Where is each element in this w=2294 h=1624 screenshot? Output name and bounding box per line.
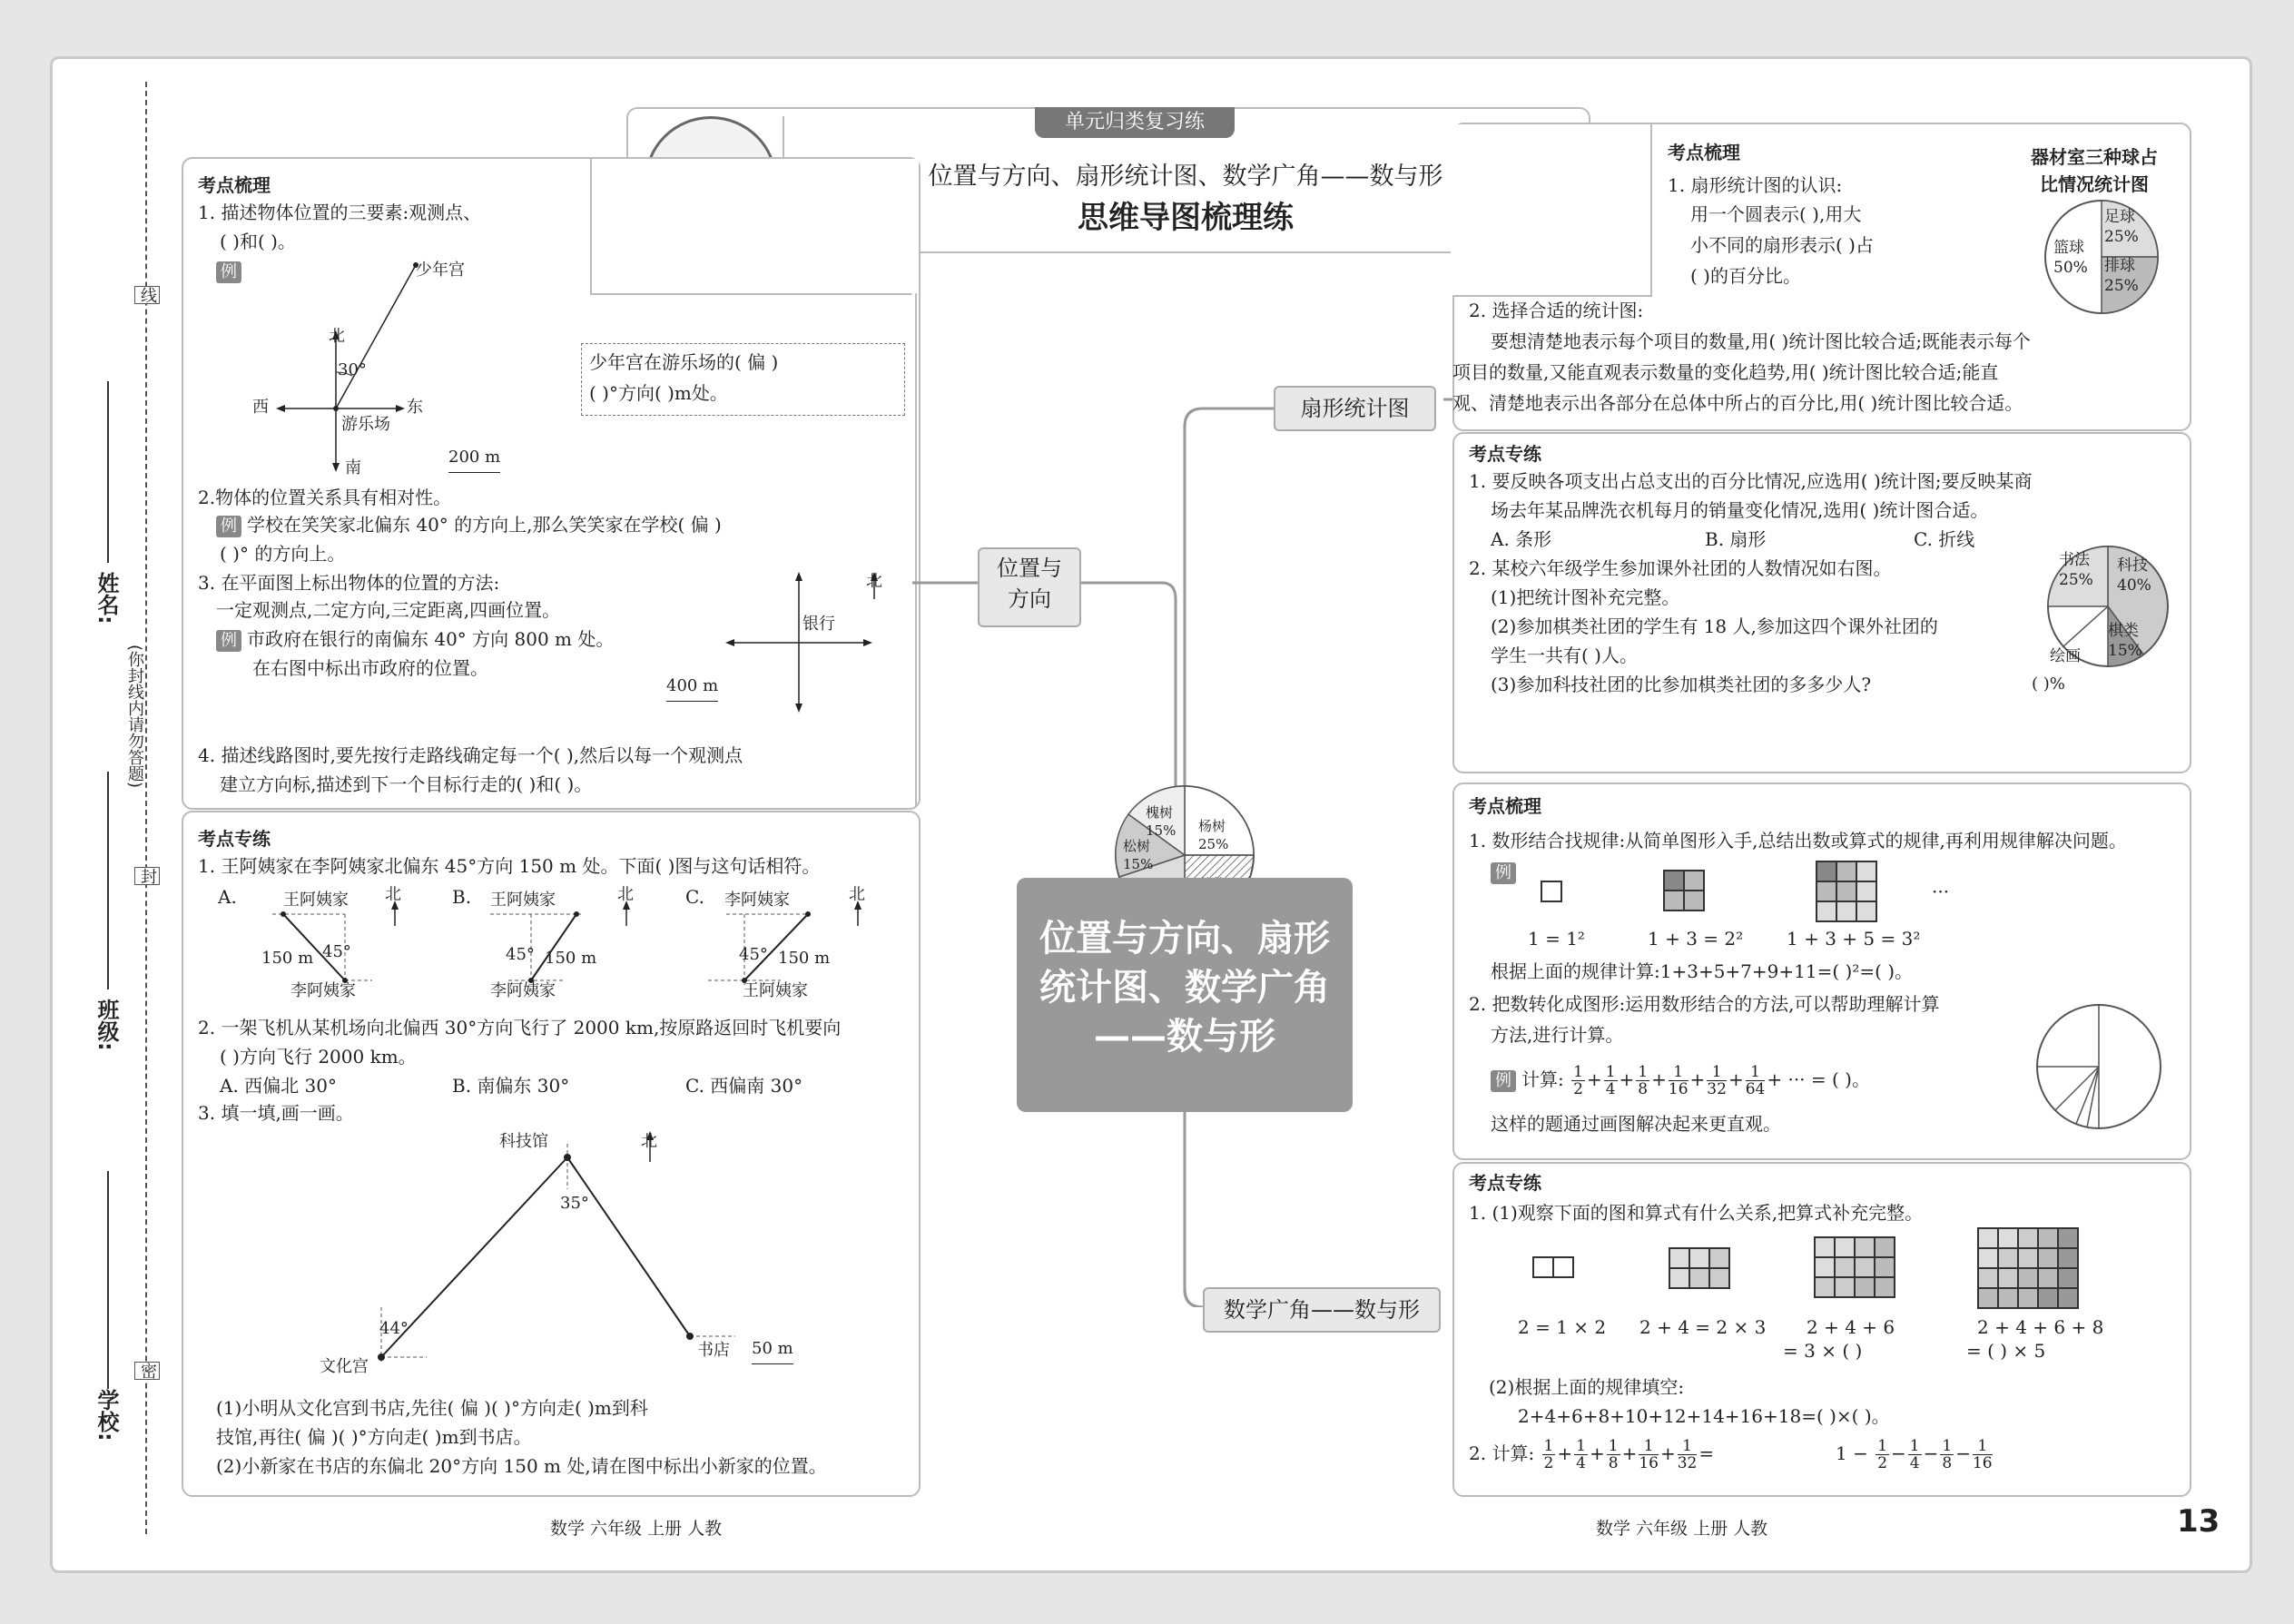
rb2-frac-1-8: $\frac{1}{8}$: [1942, 1437, 1953, 1472]
opt-c: C.: [685, 886, 704, 908]
ball-football: 足球 25%: [2104, 208, 2139, 246]
club-painting: 绘画: [2050, 647, 2081, 665]
rb2-frac-1-2: $\frac{1}{2}$: [1877, 1437, 1888, 1472]
rb-frac-1-4: $\frac{1}{4}$: [1576, 1437, 1586, 1472]
rb-e3b: = 3 × ( ): [1783, 1340, 1863, 1362]
map-scale: 200 m: [448, 443, 500, 473]
left-top-heading: 考点梳理: [198, 174, 271, 196]
left-bottom-heading: 考点专练: [198, 828, 271, 850]
eq-3: 1 + 3 + 5 = 3²: [1787, 928, 1921, 950]
frac-1-4: $\frac{1}{4}$: [1605, 1063, 1616, 1098]
pie-song: 松树 15%: [1123, 838, 1154, 872]
b-north: 北: [617, 885, 634, 904]
map-west: 西: [252, 398, 269, 417]
rm-l7: (3)参加科技社团的比参加棋类社团的多多少人?: [1491, 674, 1872, 695]
rm-opt-b: B. 扇形: [1705, 528, 1767, 550]
culture-palace: 文化宫: [320, 1357, 369, 1376]
rm-l2: 场去年某品牌洗衣机每月的销量变化情况,选用( )统计图合适。: [1491, 499, 1989, 521]
rb-frac-1-2: $\frac{1}{2}$: [1543, 1437, 1554, 1472]
lt-l2: ( )和( )。: [220, 231, 296, 252]
lb-q3a: (1)小明从文化宫到书店,先往( 偏 )( )°方向走( )m到科: [216, 1397, 648, 1419]
calc-label: 计算:: [1521, 1068, 1564, 1090]
rb-l3: 2+4+6+8+10+12+14+16+18=( )×( )。: [1518, 1405, 1890, 1427]
dots: ···: [1932, 881, 1950, 902]
route-map: [354, 1126, 735, 1389]
angle-35: 35°: [560, 1194, 589, 1213]
fill-line-1: 少年宫在游乐场的( 偏 ): [589, 351, 779, 373]
rb-l4: 2. 计算:: [1469, 1442, 1535, 1464]
lt-l11: 建立方向标,描述到下一个目标行走的( )和( )。: [220, 773, 593, 795]
youth-palace-label: 少年宫: [416, 261, 465, 280]
school-line: [107, 1171, 109, 1389]
map-east: 东: [407, 398, 423, 417]
lb-q3: 3. 填一填,画一画。: [198, 1102, 354, 1124]
rb-eq-tail: =: [1698, 1442, 1715, 1464]
club-science: 科技 40%: [2117, 556, 2151, 595]
class-label: 班级:: [94, 999, 119, 1051]
rb-e3a: 2 + 4 + 6: [1807, 1316, 1895, 1338]
rt-notch: [1451, 124, 1650, 297]
rb-frac-1-32: $\frac{1}{32}$: [1677, 1437, 1698, 1472]
square-2x2: [1663, 870, 1705, 911]
c-li: 李阿姨家: [724, 891, 790, 910]
rt-notch-v: [1650, 123, 1652, 297]
lt-l5: ( )° 的方向上。: [220, 543, 346, 565]
c-deg: 45°: [739, 945, 768, 964]
rect-3x4: [1814, 1236, 1895, 1298]
school-label: 学校:: [94, 1389, 119, 1442]
fraction-circle: [2031, 999, 2167, 1135]
route-north: 北: [641, 1132, 657, 1151]
rt-l2: 用一个圆表示( ),用大: [1690, 203, 1862, 225]
center-title-box: [1017, 878, 1353, 1112]
example-tag-5: 例: [1491, 1070, 1516, 1092]
lt-l10: 4. 描述线路图时,要先按行走路线确定每一个( ),然后以每一个观测点: [198, 744, 743, 766]
rect-1x2: [1532, 1256, 1574, 1278]
map-park: 游乐场: [341, 415, 390, 434]
calc-tail: + ··· = ( )。: [1767, 1068, 1870, 1090]
opt-b: B.: [452, 886, 472, 908]
rm-l3: 2. 某校六年级学生参加课外社团的人数情况如右图。: [1469, 557, 1892, 579]
pie-huai: 槐树 15%: [1146, 804, 1177, 839]
fill-line-2: ( )°方向( )m处。: [589, 382, 728, 404]
rl-l2: 根据上面的规律计算:1+3+5+7+9+11=( )²=( )。: [1491, 960, 1914, 982]
name-label: 姓名:: [94, 572, 119, 625]
club-painting-pct: ( )%: [2032, 674, 2065, 694]
b-li: 李阿姨家: [490, 981, 556, 1000]
header-subtitle: 思维导图梳理练: [1078, 200, 1294, 236]
angle-44: 44°: [379, 1319, 409, 1338]
rb-one-minus: 1 −: [1836, 1442, 1868, 1464]
xian-mark: 线: [134, 286, 160, 304]
rl-l1: 1. 数形结合找规律:从简单图形入手,总结出数或算式的规律,再利用规律解决问题。: [1469, 830, 2127, 851]
lb-q2c-opt: C. 西偏南 30°: [685, 1075, 803, 1097]
lb-q2b: ( )方向飞行 2000 km。: [220, 1046, 417, 1068]
rt-l5: 2. 选择合适的统计图:: [1469, 300, 1644, 321]
a-deg: 45°: [322, 942, 351, 961]
example-tag-3: 例: [216, 630, 241, 652]
lt-l7: 一定观测点,二定方向,三定距离,四画位置。: [216, 599, 561, 621]
rm-heading: 考点专练: [1469, 443, 1541, 465]
lt-l3: 2.物体的位置关系具有相对性。: [198, 487, 452, 508]
route-scale: 50 m: [752, 1334, 793, 1364]
a-wang: 王阿姨家: [283, 891, 349, 910]
rl-heading: 考点梳理: [1469, 795, 1541, 817]
rb-e2: 2 + 4 = 2 × 3: [1639, 1316, 1767, 1338]
b-dist: 150 m: [545, 949, 597, 968]
lb-q3b: 技馆,再往( 偏 )( )°方向走( )m到书店。: [216, 1426, 532, 1448]
c-north: 北: [849, 885, 865, 904]
rb2-frac-1-16: $\frac{1}{16}$: [1972, 1437, 1993, 1472]
sci-museum: 科技馆: [499, 1132, 548, 1151]
lt-l1: 1. 描述物体位置的三要素:观测点、: [198, 202, 482, 223]
node-pie-chart: 扇形统计图: [1274, 386, 1436, 431]
rt-l1: 1. 扇形统计图的认识:: [1668, 174, 1843, 196]
page-number: 13: [2177, 1503, 2220, 1540]
youth-park-map: [227, 254, 436, 481]
notch-line-v: [590, 157, 592, 293]
eq-2: 1 + 3 = 2²: [1648, 928, 1744, 950]
lt-l6: 3. 在平面图上标出物体的位置的方法:: [198, 572, 500, 594]
header-badge: 单元归类复习练: [1035, 107, 1235, 138]
b-wang: 王阿姨家: [490, 891, 556, 910]
example-tag-4: 例: [1491, 862, 1516, 884]
rl-l5: 这样的题通过画图解决起来更直观。: [1491, 1113, 1781, 1135]
fill-box: [581, 343, 905, 416]
frac-1-16: $\frac{1}{16}$: [1668, 1063, 1689, 1098]
name-line: [107, 381, 109, 563]
rt-l8: 观、清楚地表示出各部分在总体中所占的百分比,用( )统计图比较合适。: [1452, 392, 2023, 414]
rb-e1: 2 = 1 × 2: [1518, 1316, 1607, 1338]
rm-l4: (1)把统计图补充完整。: [1491, 586, 1680, 608]
rb-frac-1-16: $\frac{1}{16}$: [1639, 1437, 1659, 1472]
b-deg: 45°: [506, 945, 535, 964]
frac-1-64: $\frac{1}{64}$: [1745, 1063, 1766, 1098]
c-dist: 150 m: [778, 949, 831, 968]
lt-l4: 学校在笑笑家北偏东 40° 的方向上,那么笑笑家在学校( 偏 ): [247, 514, 722, 536]
c-wang: 王阿姨家: [743, 981, 808, 1000]
club-calligraphy: 书法 25%: [2059, 551, 2093, 589]
frac-1-32: $\frac{1}{32}$: [1707, 1063, 1727, 1098]
rl-l4: 方法,进行计算。: [1491, 1024, 1624, 1046]
a-north: 北: [385, 885, 401, 904]
rect-4x5: [1977, 1227, 2079, 1309]
club-chess: 棋类 15%: [2108, 622, 2142, 660]
rm-opt-c: C. 折线: [1914, 528, 1975, 550]
rb2-frac-1-4: $\frac{1}{4}$: [1909, 1437, 1920, 1472]
left-box-notch: [590, 159, 919, 295]
node-math-wide: 数学广角——数与形: [1203, 1287, 1441, 1333]
lb-q3c: (2)小新家在书店的东偏北 20°方向 150 m 处,请在图中标出小新家的位置。: [216, 1455, 827, 1477]
footer-left: 数学 六年级 上册 人教: [550, 1519, 723, 1539]
center-title: 位置与方向、扇形统计图、数学广角——数与形: [1039, 918, 1330, 1058]
pie-yang: 杨树 25%: [1198, 818, 1229, 852]
node-position: 位置与 方向: [978, 547, 1081, 627]
eq-1: 1 = 1²: [1528, 928, 1585, 950]
lb-q2: 2. 一架飞机从某机场向北偏西 30°方向飞行了 2000 km,按原路返回时飞机要向: [198, 1017, 842, 1038]
square-1x1: [1541, 881, 1562, 902]
notch-line-h: [590, 293, 912, 295]
rb-e4b: = ( ) × 5: [1966, 1340, 2046, 1362]
ball-chart-title: 器材室三种球占 比情况统计图: [2031, 146, 2158, 195]
ball-volleyball: 排球 25%: [2104, 257, 2139, 295]
rm-l5: (2)参加棋类社团的学生有 18 人,参加这四个课外社团的: [1491, 615, 1938, 637]
map-angle: 30°: [338, 360, 367, 379]
rm-l1: 1. 要反映各项支出占总支出的百分比情况,应选用( )统计图;要反映某商: [1469, 470, 2033, 492]
bank-scale: 400 m: [666, 672, 718, 702]
rt-l3: 小不同的扇形表示( )占: [1690, 234, 1874, 256]
rb-l2: (2)根据上面的规律填空:: [1489, 1376, 1685, 1398]
binding-strip: [82, 82, 157, 1552]
feng-mark: 封: [134, 867, 160, 885]
lt-l8: 市政府在银行的南偏东 40° 方向 800 m 处。: [247, 628, 615, 650]
rl-l3: 2. 把数转化成图形:运用数形结合的方法,可以帮助理解计算: [1469, 993, 1940, 1015]
bookstore: 书店: [697, 1341, 730, 1360]
rt-l7: 项目的数量,又能直观表示数量的变化趋势,用( )统计图比较合适;能直: [1452, 361, 1999, 383]
notice-text: (你封线内请勿答题): [125, 645, 144, 789]
rt-l4: ( )的百分比。: [1690, 265, 1801, 287]
header-title: 位置与方向、扇形统计图、数学广角——数与形: [928, 162, 1443, 191]
ball-basketball: 篮球 50%: [2053, 239, 2088, 277]
mi-mark: 密: [134, 1362, 160, 1380]
rb-l1: 1. (1)观察下面的图和算式有什么关系,把算式补充完整。: [1469, 1202, 1924, 1224]
frac-1-8: $\frac{1}{8}$: [1638, 1063, 1649, 1098]
rm-opt-a: A. 条形: [1491, 528, 1552, 550]
rect-2x3: [1669, 1247, 1730, 1289]
square-3x3: [1816, 861, 1877, 922]
map-south: 南: [345, 458, 361, 477]
lb-q2b-opt: B. 南偏东 30°: [452, 1075, 570, 1097]
a-li: 李阿姨家: [290, 981, 356, 1000]
lb-q2a-opt: A. 西偏北 30°: [220, 1075, 337, 1097]
rt-l6: 要想清楚地表示每个项目的数量,用( )统计图比较合适;既能表示每个: [1491, 330, 2032, 352]
frac-1-2: $\frac{1}{2}$: [1573, 1063, 1583, 1098]
class-line: [107, 772, 109, 989]
opt-a: A.: [218, 886, 237, 908]
rb-e4a: 2 + 4 + 6 + 8: [1977, 1316, 2104, 1338]
a-dist: 150 m: [261, 949, 314, 968]
rm-l6: 学生一共有( )人。: [1491, 645, 1638, 666]
lt-l9: 在右图中标出市政府的位置。: [252, 657, 488, 679]
bank-north: 北: [866, 572, 882, 591]
map-north: 北: [329, 327, 345, 346]
rb-frac-1-8: $\frac{1}{8}$: [1608, 1437, 1619, 1472]
lb-q1: 1. 王阿姨家在李阿姨家北偏东 45°方向 150 m 处。下面( )图与这句话相符。: [198, 855, 821, 877]
bank-label: 银行: [802, 615, 835, 634]
rb-heading: 考点专练: [1469, 1172, 1541, 1194]
example-tag-1: 例: [216, 261, 241, 283]
example-tag-2: 例: [216, 516, 241, 537]
rt-heading: 考点梳理: [1668, 142, 1740, 163]
footer-right: 数学 六年级 上册 人教: [1596, 1519, 1768, 1539]
